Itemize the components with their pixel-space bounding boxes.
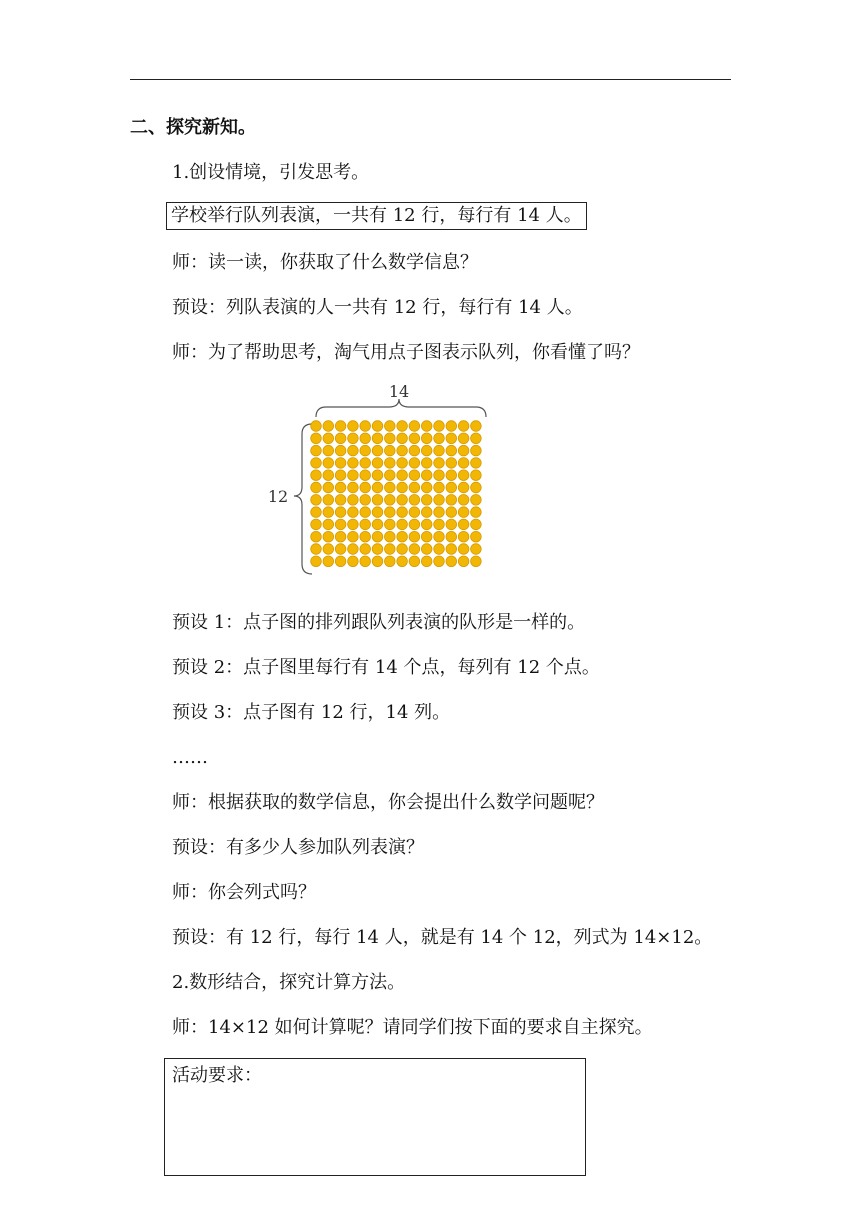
dot (335, 421, 346, 432)
dot (446, 556, 457, 567)
dot (348, 495, 359, 506)
dot (311, 544, 322, 555)
paragraph: 师：读一读，你获取了什么数学信息？ (172, 252, 478, 273)
dot (434, 531, 445, 542)
dot (409, 544, 420, 555)
dot (360, 495, 371, 506)
paragraph: 师：根据获取的数学信息，你会提出什么数学问题呢？ (172, 792, 604, 813)
dot (323, 470, 334, 481)
dot (446, 519, 457, 530)
dot (335, 470, 346, 481)
dot (434, 421, 445, 432)
dot (434, 556, 445, 567)
dot (348, 531, 359, 542)
paragraph: 师：你会列式吗？ (172, 882, 316, 903)
dot (446, 470, 457, 481)
situation-box: 学校举行队列表演，一共有 12 行，每行有 14 人。 (166, 202, 587, 230)
subheading-situation: 1.创设情境，引发思考。 (172, 162, 370, 183)
dot (434, 482, 445, 493)
paragraph: 预设：有多少人参加队列表演？ (172, 837, 424, 858)
dot (409, 433, 420, 444)
dot (372, 470, 383, 481)
top-brace (316, 399, 486, 417)
dot (458, 519, 469, 530)
dot (397, 544, 408, 555)
dot (323, 531, 334, 542)
dot (409, 531, 420, 542)
dot (360, 433, 371, 444)
dot (409, 519, 420, 530)
dot (311, 421, 322, 432)
paragraph: 师：14×12 如何计算呢？请同学们按下面的要求自主探究。 (172, 1017, 653, 1038)
dot (360, 445, 371, 456)
dot (421, 458, 432, 469)
dot (385, 495, 396, 506)
dot (385, 544, 396, 555)
paragraph: 预设：有 12 行，每行 14 人，就是有 14 个 12，列式为 14×12。 (172, 927, 713, 948)
dot (421, 556, 432, 567)
dot (385, 482, 396, 493)
dot (372, 531, 383, 542)
dot-grid (311, 421, 482, 567)
dot (397, 482, 408, 493)
dot (311, 470, 322, 481)
rows-label: 12 (267, 487, 289, 506)
dot (409, 556, 420, 567)
dot (434, 458, 445, 469)
dot (446, 531, 457, 542)
paragraph: 预设：列队表演的人一共有 12 行，每行有 14 人。 (172, 297, 583, 318)
dot (360, 470, 371, 481)
dot (372, 519, 383, 530)
dot (409, 470, 420, 481)
dot (434, 507, 445, 518)
dot (348, 458, 359, 469)
dot (471, 507, 482, 518)
dot-array-figure (256, 378, 496, 582)
dot (421, 482, 432, 493)
dot (323, 421, 334, 432)
dot (446, 507, 457, 518)
dot (409, 482, 420, 493)
dot (360, 458, 371, 469)
dot (311, 495, 322, 506)
dot (385, 531, 396, 542)
paragraph: 师：为了帮助思考，淘气用点子图表示队列，你看懂了吗？ (172, 342, 640, 363)
dot (323, 458, 334, 469)
dot (458, 544, 469, 555)
dot (311, 482, 322, 493)
dot (409, 495, 420, 506)
dot (421, 507, 432, 518)
dot (372, 556, 383, 567)
paragraph: 预设 3：点子图有 12 行，14 列。 (172, 702, 451, 723)
dot (360, 421, 371, 432)
dot (397, 433, 408, 444)
dot (372, 445, 383, 456)
dot (348, 544, 359, 555)
left-brace (294, 424, 312, 574)
dot (323, 519, 334, 530)
dot (471, 556, 482, 567)
dot (348, 556, 359, 567)
dot (458, 495, 469, 506)
dot (335, 519, 346, 530)
dot (471, 458, 482, 469)
dot (323, 445, 334, 456)
dot (323, 495, 334, 506)
dot (335, 531, 346, 542)
dot (458, 556, 469, 567)
dot (421, 544, 432, 555)
dot (397, 556, 408, 567)
dot (348, 507, 359, 518)
dot (421, 495, 432, 506)
dot (323, 507, 334, 518)
dot (471, 470, 482, 481)
paragraph: 预设 1：点子图的排列跟队列表演的队形是一样的。 (172, 612, 586, 633)
dot (311, 519, 322, 530)
dot (311, 556, 322, 567)
dot (397, 495, 408, 506)
dot (385, 433, 396, 444)
section-heading: 二、探究新知。 (130, 117, 256, 138)
dot (360, 531, 371, 542)
dot (458, 470, 469, 481)
dot (397, 421, 408, 432)
dot (471, 519, 482, 530)
dot (323, 482, 334, 493)
dot (446, 495, 457, 506)
dot (372, 495, 383, 506)
dot (434, 495, 445, 506)
dot (471, 445, 482, 456)
dot (397, 470, 408, 481)
dot (397, 458, 408, 469)
dot (323, 433, 334, 444)
dot (409, 507, 420, 518)
dot (434, 544, 445, 555)
dot (458, 507, 469, 518)
ellipsis: …… (172, 747, 208, 768)
dot (397, 519, 408, 530)
dot (360, 482, 371, 493)
header-rule (130, 79, 731, 80)
dot (311, 507, 322, 518)
dot (372, 544, 383, 555)
dot (434, 433, 445, 444)
dot (311, 531, 322, 542)
dot (360, 507, 371, 518)
dot (471, 531, 482, 542)
dot (323, 544, 334, 555)
dot (421, 519, 432, 530)
dot (471, 544, 482, 555)
dot (335, 507, 346, 518)
dot (397, 507, 408, 518)
dot (311, 458, 322, 469)
dot (434, 470, 445, 481)
dot (421, 470, 432, 481)
cols-label: 14 (388, 382, 410, 401)
dot (385, 519, 396, 530)
dot (446, 544, 457, 555)
dot (348, 421, 359, 432)
dot (335, 458, 346, 469)
dot (348, 433, 359, 444)
dot (409, 445, 420, 456)
dot (446, 458, 457, 469)
dot (446, 482, 457, 493)
dot (421, 433, 432, 444)
dot (409, 421, 420, 432)
dot (397, 445, 408, 456)
dot (458, 531, 469, 542)
dot (335, 445, 346, 456)
dot (335, 556, 346, 567)
dot (348, 470, 359, 481)
dot (385, 556, 396, 567)
dot (311, 433, 322, 444)
dot (360, 556, 371, 567)
dot (471, 495, 482, 506)
dot (434, 519, 445, 530)
dot (385, 445, 396, 456)
dot (385, 421, 396, 432)
dot (335, 482, 346, 493)
activity-label: 活动要求： (172, 1065, 262, 1086)
dot (421, 531, 432, 542)
dot (458, 433, 469, 444)
dot (458, 458, 469, 469)
dot (372, 458, 383, 469)
dot (458, 445, 469, 456)
dot (385, 470, 396, 481)
dot (471, 482, 482, 493)
dot (446, 421, 457, 432)
dot (348, 519, 359, 530)
dot (471, 421, 482, 432)
dot (446, 433, 457, 444)
paragraph: 预设 2：点子图里每行有 14 个点，每列有 12 个点。 (172, 657, 600, 678)
dot (348, 482, 359, 493)
dot (323, 556, 334, 567)
dot (385, 507, 396, 518)
dot (360, 544, 371, 555)
dot (458, 421, 469, 432)
subheading-method: 2.数形结合，探究计算方法。 (172, 972, 406, 993)
dot (397, 531, 408, 542)
dot (335, 495, 346, 506)
dot (335, 544, 346, 555)
dot (421, 421, 432, 432)
dot (372, 421, 383, 432)
dot (458, 482, 469, 493)
dot (421, 445, 432, 456)
dot (409, 458, 420, 469)
dot (471, 433, 482, 444)
dot (446, 445, 457, 456)
dot (348, 445, 359, 456)
dot (372, 433, 383, 444)
dot (372, 507, 383, 518)
dot (385, 458, 396, 469)
dot (434, 445, 445, 456)
dot (360, 519, 371, 530)
activity-box (164, 1058, 586, 1176)
dot (372, 482, 383, 493)
dot (311, 445, 322, 456)
dot (335, 433, 346, 444)
